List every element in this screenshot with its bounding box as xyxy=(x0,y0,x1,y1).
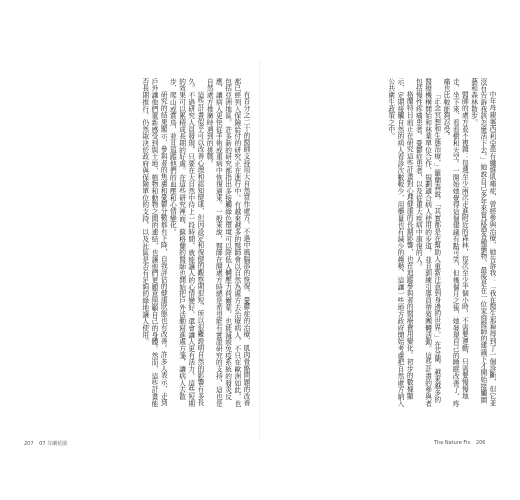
left-page-text xyxy=(22,78,250,408)
gutter-divider xyxy=(259,60,260,440)
right-page-text xyxy=(268,78,496,408)
right-paragraph-1: 中年母親塞西莉亞患有纖維肌痛症，曾經參與治療，她告訴我：「我在醫生那裡得到了一個診斷，但它並沒有告訴我該怎麼活下去。」她說自己多年來嘗試過各種藥物，最後是在一位家庭醫師的建議下才開始接觸園藝和森林散步。 xyxy=(469,78,496,407)
left-paragraph-3: 研究的結果顯示，參與者的焦慮和憂鬱分數都有下降，自我評估的健康狀態也有改善。許多人表示，走到戶外讓他們重新感受到與土地、植物和動物之間的連結，也讓他們更願意照顧自己的身體。然而，這些計畫能否長期推行，仍然取決於政府與保險單位的支持，以及社區是否有足夠的綠地讓人使用。 xyxy=(140,78,168,407)
right-page xyxy=(268,78,496,408)
left-page-number: 207 xyxy=(24,441,34,447)
right-paragraph-2: 醫師的處方並不複雜：每週至少兩次走進附近的森林，每次至少半個小時，不需要運動，只需要慢慢地走、坐下來、看看樹和天空。一開始她覺得這個建議有點可笑，但幾個月之後，她發現自己的睡眠改善了，疼痛也比較能夠忍受。 xyxy=(441,78,469,407)
right-page-number: 206 xyxy=(475,440,486,446)
right-page-folio xyxy=(434,440,489,446)
right-running-head: The Nature Fix xyxy=(434,440,471,446)
left-page xyxy=(22,78,250,408)
left-paragraph-1: 有百分之二十的醫師支持用大自然當作處方。不過中風腦部的恢復、憂鬱症的治療、肌肉骨骼問題的改善都已經列入保險給付的研究正在進行中。有越來越多的醫師會以自然為處方去治療病人，不只在歐洲如此，也包括亞洲地區。許多新的研究都指出多接觸綠色環境可以降低人體壓力荷爾蒙，也能減緩免疫系統的發炎反應，讓病人更快從手術或重病中恢復過來。一般來說，醫師在開處方時總是希望能有實證研究的支持，這也是自然處方推廣時遇到的挑戰。 xyxy=(205,78,250,407)
left-page-folio xyxy=(24,440,71,447)
left-paragraph-2: 這些計畫似乎可以改善心理和認知健康，但因設定和復健的觀察期很短，所以很難證明自然的影響有多長久。不過研究人員發現，只要在大自然中待上一段時間，就能讓人的心情變好，還會讓人更有活力，這些短期的效果可以累積成長期的好處。在這些研究裡面，蘇格蘭的醫師也開始把戶外活動寫進處方箋，讓病人去散步、爬山或賞鳥，並且追蹤他們的血壓和心情變化。 xyxy=(168,78,204,407)
left-running-head: 07 芬蘭花園 xyxy=(39,441,68,447)
right-paragraph-4: 格蘭特目前正在研究這些計畫對心理健康的長期影響，也在追蹤參與者的醫療費用變化。初步的數據顯示，定期接觸自然的病人看診次數較少，用藥量也有減少的趨勢，這讓一些地方政府開始考慮把自然處方納入公共衛生政策之中。 xyxy=(386,78,414,407)
right-paragraph-3: 「正念冥想和生態治療，」羅蘭森說，「其實都是在幫助人重新注意到身邊的世界。」在芬蘭，越來越多的醫療機構開始和林業單位合作，規劃適合病人使用的步道，並且訓練引導員帶領團體活動。這些計畫的參與者包括慢性疼痛患者、憂鬱症患者，以及從重大疾病中康復的人。 xyxy=(414,78,441,407)
